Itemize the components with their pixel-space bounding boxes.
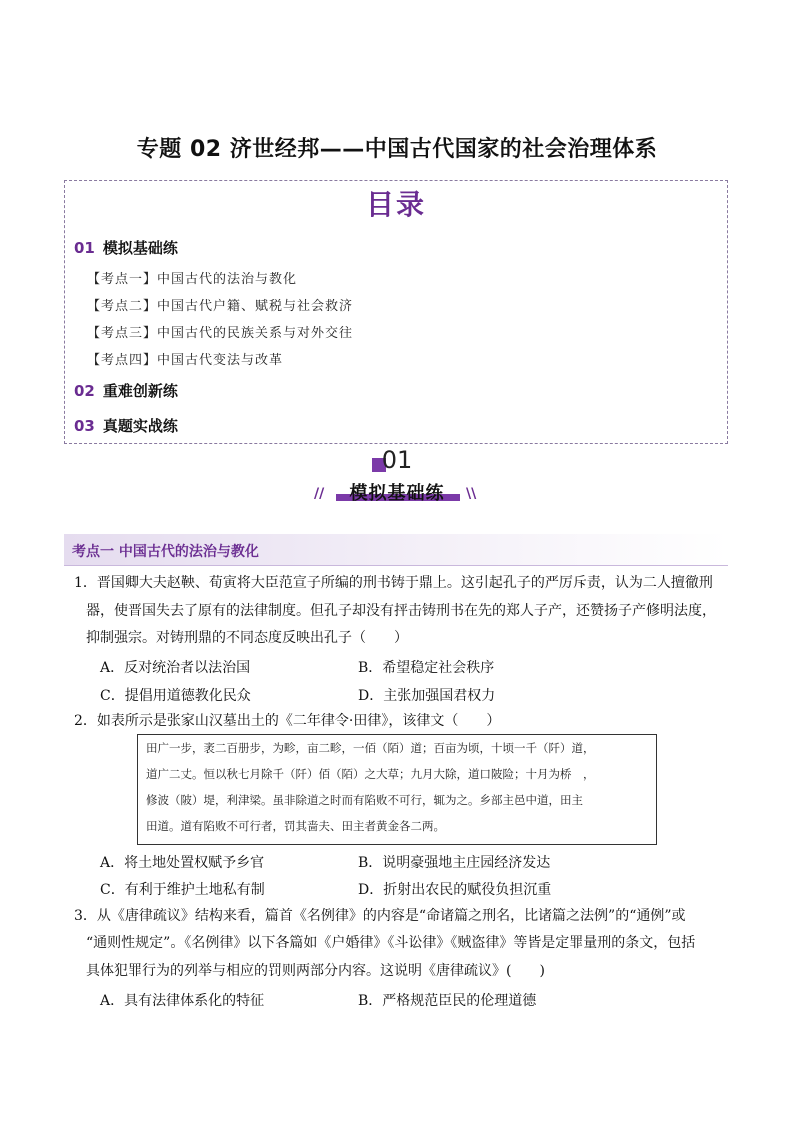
option-d[interactable]: D．折射出农民的赋役负担沉重 — [358, 882, 552, 898]
toc-section-02[interactable] — [74, 380, 178, 401]
toc-section-number: 03 — [74, 417, 95, 435]
toc-section-label: 模拟基础练 — [102, 239, 178, 257]
banner-label: 模拟基础练 — [349, 483, 445, 504]
toc-subitem-1[interactable]: 【考点一】中国古代的法治与教化 — [87, 272, 298, 287]
question-text: 3．从《唐律疏议》结构来看，篇首《名例律》的内容是“命诸篇之刑名，比诸篇之法例”的“通例”或 — [74, 908, 686, 924]
option-c[interactable]: C．提倡用道德教化民众 — [100, 688, 251, 704]
kaodian-header — [64, 534, 728, 566]
banner-left-mark: // — [314, 486, 325, 502]
toc-section-label: 重难创新练 — [102, 382, 178, 400]
toc-heading: 目录 — [365, 188, 426, 221]
source-table — [137, 734, 657, 845]
question-text: 1．晋国卿大夫赵鞅、荀寅将大臣范宣子所编的刑书铸于鼎上。这引起孔子的严厉斥责，认为二人擅徹刑 — [74, 575, 713, 591]
option-b[interactable]: B．希望稳定社会秩序 — [358, 660, 495, 676]
question-text: 器，使晋国失去了原有的法律制度。但孔子却没有抨击铸刑书在先的郑人子产，还赞扬子产修明法度， — [86, 603, 716, 619]
toc-section-number: 02 — [74, 382, 95, 400]
toc-section-label: 真题实战练 — [102, 417, 178, 435]
question-text: “通则性规定”。《名例律》以下各篇如《户婚律》《斗讼律》《贼盗律》等皆是定罪量刑的条文，包括 — [86, 935, 696, 951]
question-text: 抑制强宗。对铸刑鼎的不同态度反映出孔子（ ） — [86, 630, 408, 646]
option-b[interactable]: B．说明豪强地主庄园经济发达 — [358, 855, 551, 871]
kaodian-title: 考点一 中国古代的法治与教化 — [72, 544, 259, 560]
toc-section-03[interactable] — [74, 415, 178, 436]
page-title: 专题 02 济世经邦——中国古代国家的社会治理体系 — [136, 137, 658, 162]
option-a[interactable]: A．具有法律体系化的特征 — [100, 993, 265, 1009]
option-d[interactable]: D．主张加强国君权力 — [358, 688, 496, 704]
toc-section-number: 01 — [74, 239, 95, 257]
table-of-contents — [64, 180, 728, 444]
toc-subitem-4[interactable]: 【考点四】中国古代变法与改革 — [87, 353, 284, 368]
banner-number: 01 — [381, 446, 413, 474]
table-line: 田广一步，袤二百册步，为畛，亩二畛，一佰（陌）道；百亩为顷，十顷一千（阡）道， — [146, 741, 595, 755]
option-c[interactable]: C．有利于维护土地私有制 — [100, 882, 265, 898]
option-a[interactable]: A．将土地处置权赋予乡官 — [100, 855, 265, 871]
table-line: 田道。道有陷败不可行者，罚其啬夫、田主者黄金各二两。 — [146, 819, 445, 833]
table-line: 修波（陂）堤，利津梁。虽非除道之时而有陷败不可行，辄为之。乡部主邑中道，田主 — [146, 793, 583, 807]
table-line: 道广二丈。恒以秋七月除千（阡）佰（陌）之大草；九月大除，道口陂险；十月为桥 ， — [146, 767, 595, 781]
option-b[interactable]: B．严格规范臣民的伦理道德 — [358, 993, 537, 1009]
banner-right-mark: \\ — [466, 486, 477, 502]
toc-subitem-3[interactable]: 【考点三】中国古代的民族关系与对外交往 — [87, 326, 354, 341]
option-a[interactable]: A．反对统治者以法治国 — [100, 660, 251, 676]
question-text: 2．如表所示是张家山汉墓出土的《二年律令·田律》，该律文（ ） — [74, 713, 501, 729]
section-banner — [300, 446, 494, 508]
toc-section-01[interactable] — [74, 237, 178, 258]
question-text: 具体犯罪行为的列举与相应的罚则两部分内容。这说明《唐律疏议》( ) — [86, 963, 545, 979]
toc-subitem-2[interactable]: 【考点二】中国古代户籍、赋税与社会救济 — [87, 299, 354, 314]
